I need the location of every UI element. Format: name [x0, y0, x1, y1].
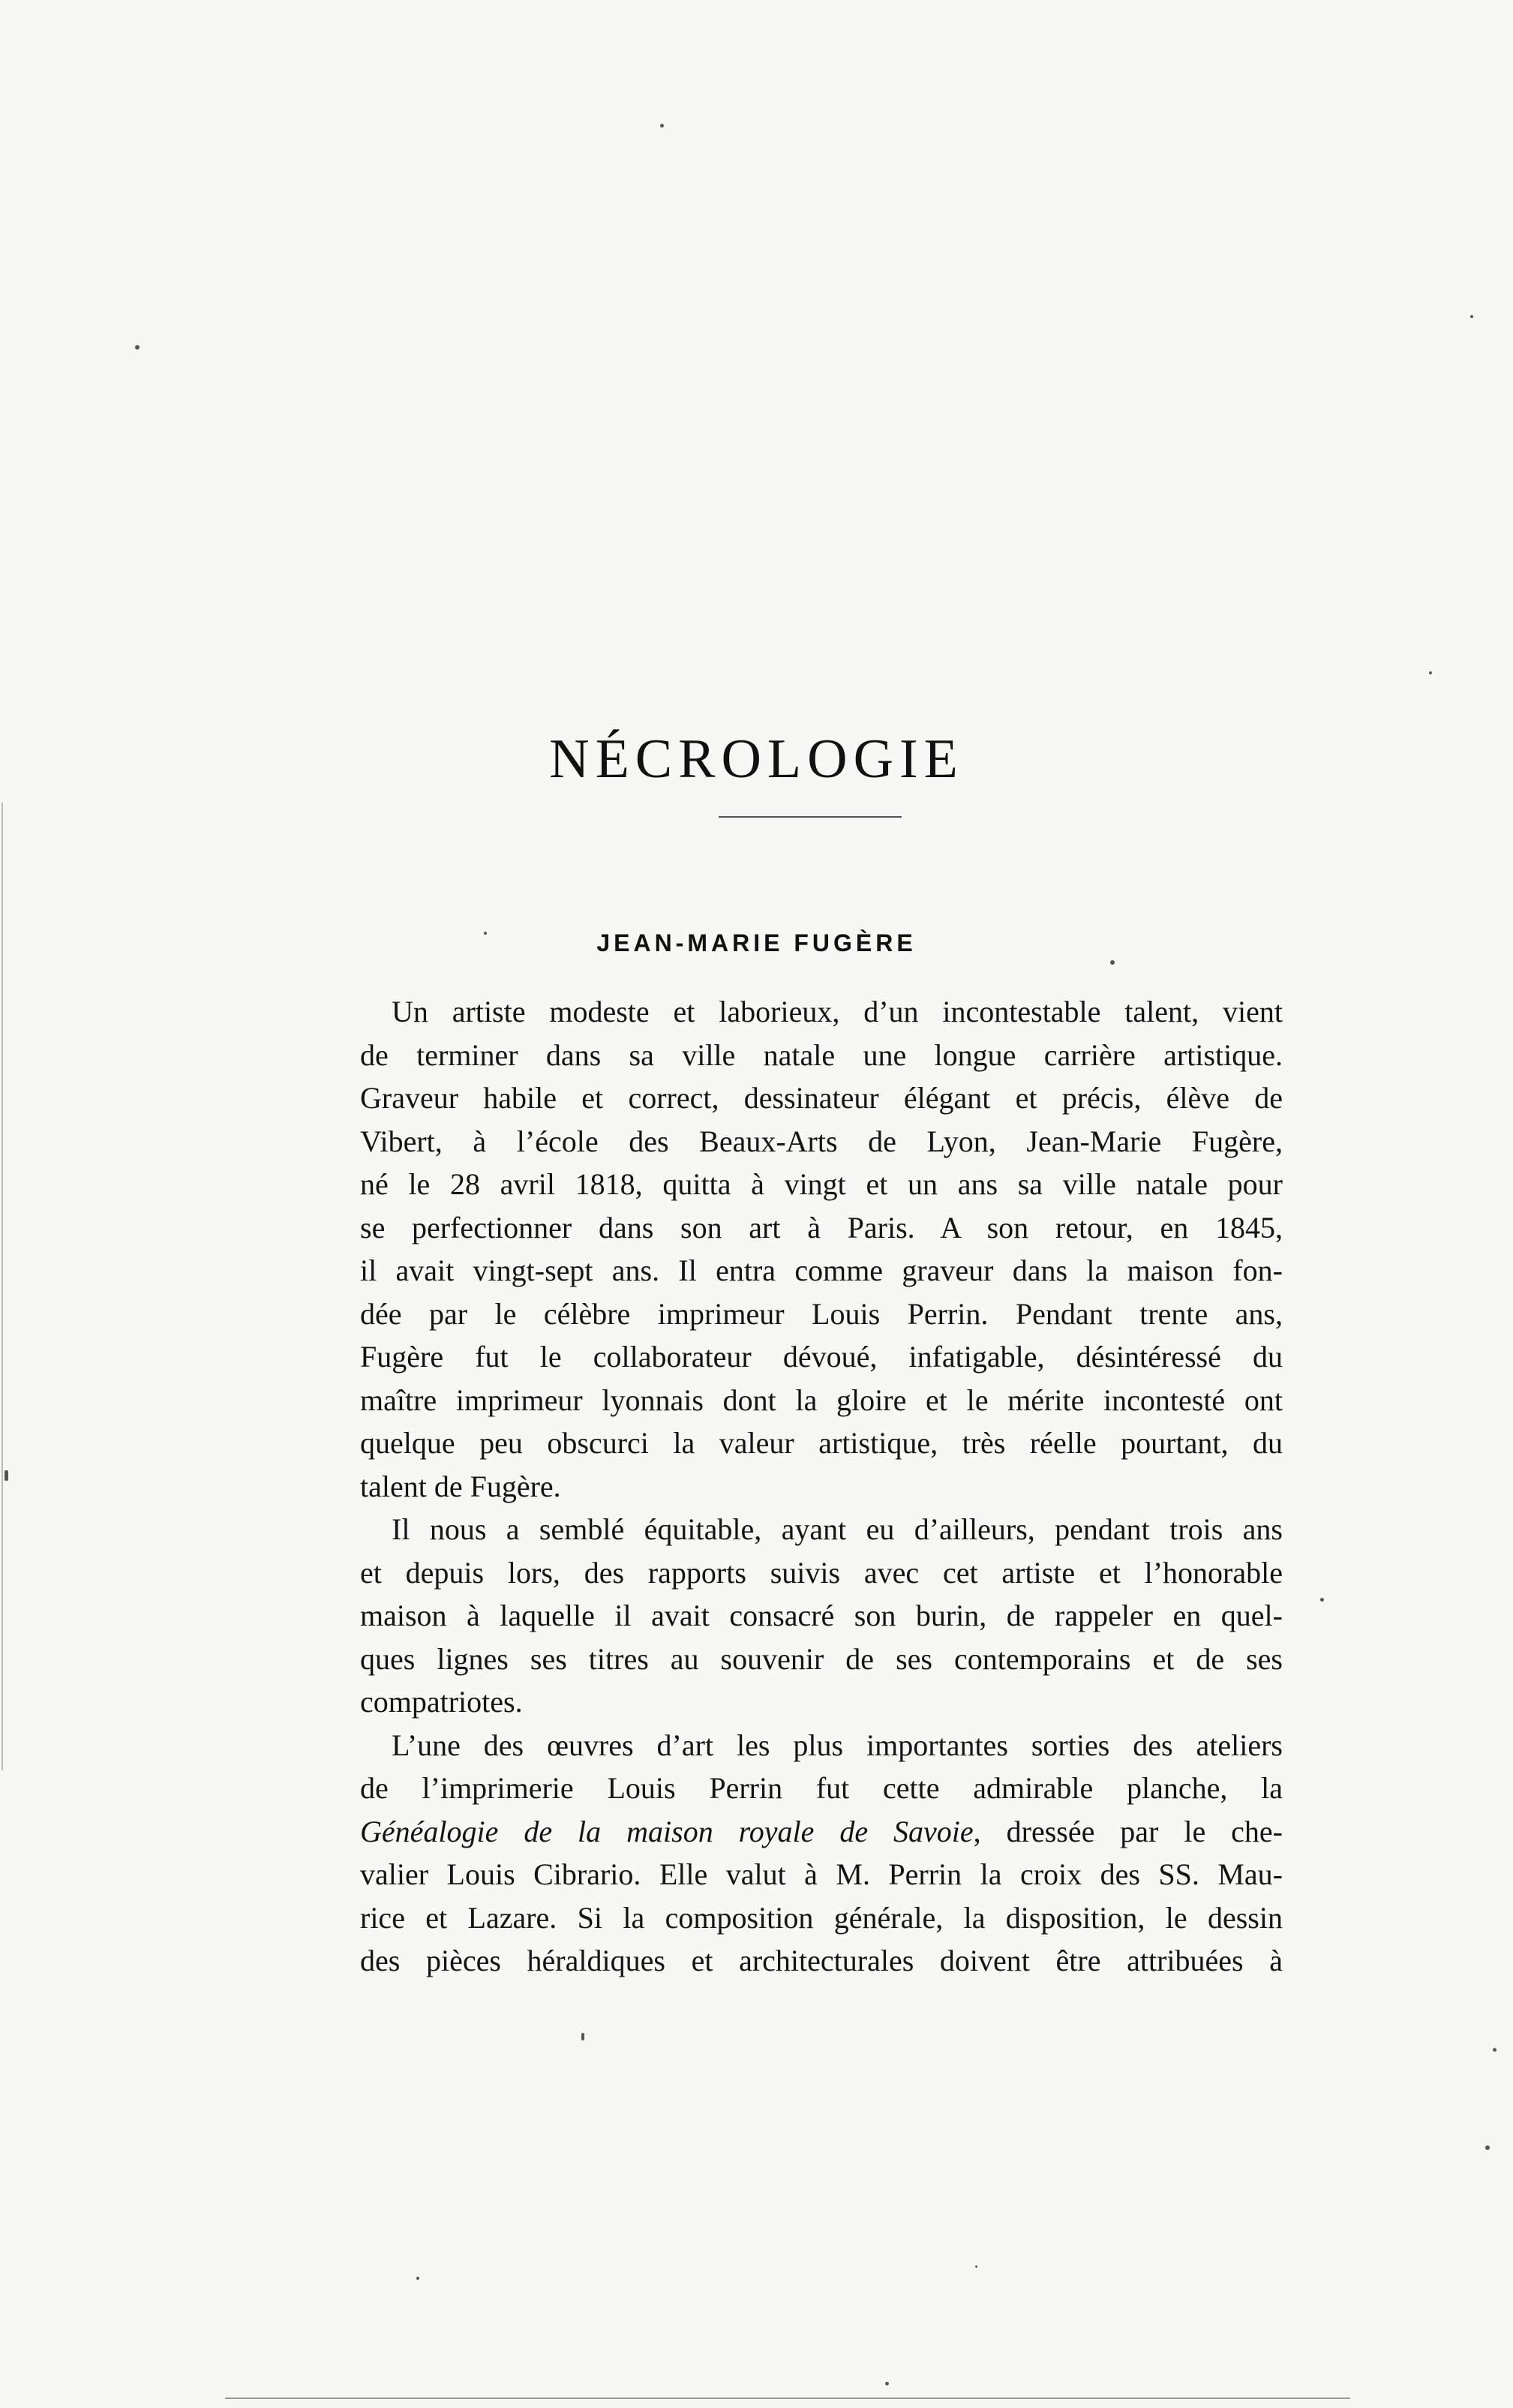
- text-line: Vibert, à l’école des Beaux-Arts de Lyon, Jean-Marie Fugère,: [360, 1124, 1283, 1158]
- text-line: Graveur habile et correct, dessinateur élégant et précis, élève de: [360, 1081, 1283, 1115]
- paragraph-2: [360, 1508, 1283, 1724]
- text-line: et depuis lors, des rapports suivis avec cet artiste et l’honorable: [360, 1555, 1283, 1590]
- scan-speck: [1429, 671, 1432, 674]
- scan-speck: [885, 2382, 889, 2385]
- text-line: Fugère fut le collaborateur dévoué, infatigable, désintéressé du: [360, 1340, 1283, 1374]
- text-line: né le 28 avril 1818, quitta à vingt et un ans sa ville natale pour: [360, 1167, 1283, 1201]
- scan-speck: [1485, 2145, 1490, 2150]
- scan-speck: [1493, 2048, 1496, 2052]
- text-line: quelque peu obscurci la valeur artistique, très réelle pourtant, du: [360, 1426, 1283, 1460]
- page-title: NÉCROLOGIE: [549, 728, 964, 790]
- scan-speck: [135, 345, 140, 350]
- scan-edge-bottom: [225, 2397, 1350, 2399]
- article-subtitle: JEAN-MARIE FUGÈRE: [596, 929, 917, 956]
- paragraph-1: [360, 990, 1283, 1508]
- text-line: valier Louis Cibrario. Elle valut à M. Perrin la croix des SS. Mau-: [360, 1857, 1283, 1891]
- paragraph-3: [360, 1724, 1283, 1983]
- scan-speck: [416, 2277, 419, 2280]
- text-line: dée par le célèbre imprimeur Louis Perrin. Pendant trente ans,: [360, 1296, 1283, 1331]
- text-line: Un artiste modeste et laborieux, d’un incontestable talent, vient: [392, 995, 1283, 1028]
- text-line: rice et Lazare. Si la composition générale, la disposition, le dessin: [360, 1900, 1283, 1935]
- text-line: Il nous a semblé équitable, ayant eu d’ailleurs, pendant trois ans: [392, 1512, 1283, 1546]
- text-line: maître imprimeur lyonnais dont la gloire et le mérite incontesté ont: [360, 1383, 1283, 1417]
- scan-speck: [1110, 960, 1115, 965]
- text-line: compatriotes.: [360, 1685, 523, 1719]
- scan-speck: [1320, 1598, 1324, 1602]
- text-line: de terminer dans sa ville natale une longue carrière artistique.: [360, 1037, 1283, 1072]
- scan-speck: [5, 1470, 8, 1481]
- text-line: se perfectionner dans son art à Paris. A son retour, en 1845,: [360, 1210, 1283, 1245]
- title-divider: [719, 816, 902, 818]
- scan-speck: [660, 124, 664, 128]
- text-line: il avait vingt-sept ans. Il entra comme graveur dans la maison fon-: [360, 1254, 1283, 1287]
- scan-speck: [1470, 315, 1473, 318]
- text-line: des pièces héraldiques et architecturales doivent être attribuées à: [360, 1944, 1283, 1977]
- article-body: [360, 990, 1283, 1983]
- scan-speck: [975, 2265, 977, 2268]
- scan-speck: [581, 2033, 584, 2040]
- text-line: Généalogie de la maison royale de Savoie, dressée par le che-: [360, 1814, 1283, 1848]
- text-line: de l’imprimerie Louis Perrin fut cette admirable planche, la: [360, 1771, 1283, 1805]
- text-line: maison à laquelle il avait consacré son burin, de rappeler en quel-: [360, 1599, 1283, 1632]
- text-line: L’une des œuvres d’art les plus importantes sorties des ateliers: [392, 1728, 1283, 1762]
- text-line: ques lignes ses titres au souvenir de ses contemporains et de ses: [360, 1641, 1283, 1676]
- text-line: talent de Fugère.: [360, 1469, 561, 1503]
